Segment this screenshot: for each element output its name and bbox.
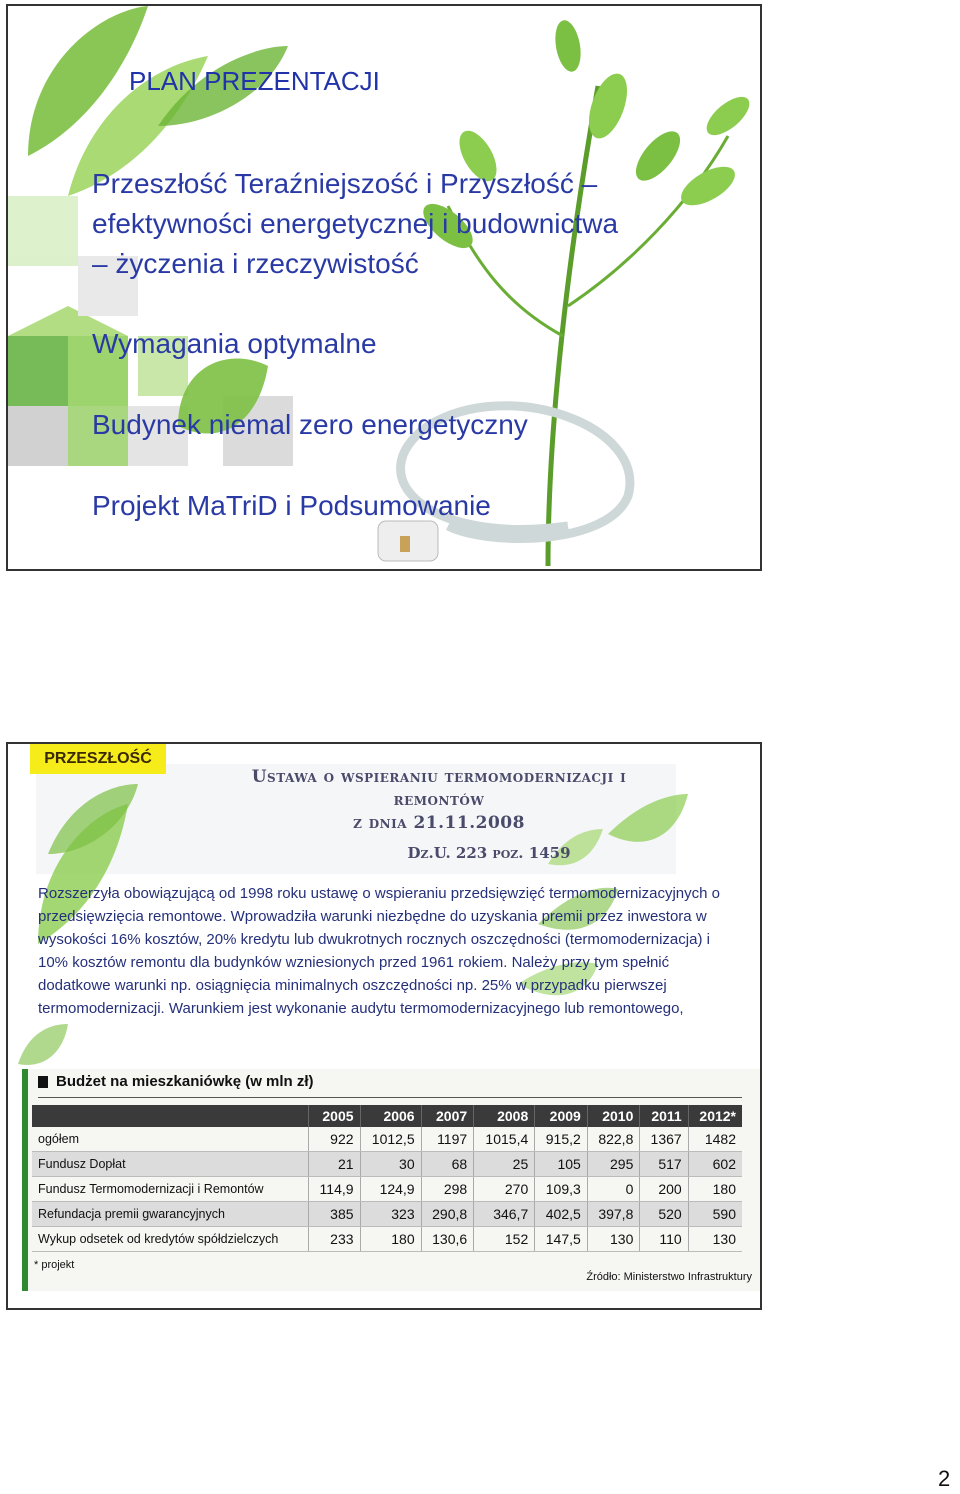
agenda-item-1 [92,164,732,284]
header-cell: 2005 [309,1105,360,1127]
table-cell: 517 [640,1152,688,1177]
slide-title: PLAN PREZENTACJI [129,66,380,96]
agenda-item-1-line1: Przeszłość Teraźniejszość i Przyszłość – [92,168,598,199]
table-cell: 30 [360,1152,421,1177]
table-cell: 68 [421,1152,474,1177]
table-cell: 402,5 [535,1202,588,1227]
table-cell: 105 [535,1152,588,1177]
table-cell: 0 [587,1177,640,1202]
header-cell: 2009 [535,1105,588,1127]
table-row [32,1202,742,1227]
table-cell: 147,5 [535,1227,588,1252]
title-square-icon [38,1076,48,1088]
table-cell: 385 [309,1202,360,1227]
agenda-item-4: Projekt MaTriD i Podsumowanie [92,490,491,521]
table-cell: 25 [474,1152,535,1177]
table-row [32,1177,742,1202]
table-cell: 200 [640,1177,688,1202]
table-cell: 290,8 [421,1202,474,1227]
act-heading-line3: z dnia 21.11.2008 [353,813,525,833]
table-cell: 110 [640,1227,688,1252]
budget-table [32,1105,742,1252]
act-description-part1: Rozszerzyła obowiązującą od 1998 roku ustawę o wspieraniu przedsięwzięć termomodernizacyjnych o przedsięwzięcia remontowe. [38,885,721,925]
header-cell: 2010 [587,1105,640,1127]
header-cell: 2011 [640,1105,688,1127]
table-cell: 520 [640,1202,688,1227]
header-cell: 2007 [421,1105,474,1127]
row-label: Fundusz Dopłat [32,1152,309,1177]
table-cell: 922 [309,1127,360,1152]
slide-plan [6,4,762,571]
table-row [32,1152,742,1177]
budget-table-title [38,1073,314,1090]
act-description [38,882,738,1020]
table-source: Źródło: Ministerstwo Infrastruktury [586,1271,752,1283]
table-cell: 233 [309,1227,360,1252]
page-number: 2 [938,1466,951,1491]
agenda-item-1-line3: – życzenia i rzeczywistość [92,248,419,279]
table-cell: 298 [421,1177,474,1202]
header-cell: 2006 [360,1105,421,1127]
budget-table-image [22,1069,762,1291]
agenda-item-2: Wymagania optymalne [92,328,377,359]
table-cell: 1482 [688,1127,742,1152]
table-cell: 1367 [640,1127,688,1152]
table-cell: 346,7 [474,1202,535,1227]
agenda-item-3: Budynek niemal zero energetyczny [92,409,528,440]
table-cell: 180 [688,1177,742,1202]
act-heading-line2: remontów [393,790,485,810]
header-cell [32,1105,309,1127]
table-cell: 180 [360,1227,421,1252]
table-cell: 152 [474,1227,535,1252]
table-cell: 21 [309,1152,360,1177]
table-cell: 397,8 [587,1202,640,1227]
title-rule [38,1097,742,1098]
table-cell: 270 [474,1177,535,1202]
act-heading-line1: Ustawa o wspieraniu termomodernizacji i [251,767,627,787]
act-description-part3: np. 25% w przypadku pierwszej [456,977,667,994]
act-reference: Dz.U. 223 poz. 1459 [407,844,571,862]
act-heading [204,766,674,835]
table-cell: 1197 [421,1127,474,1152]
table-footnote: * projekt [34,1259,75,1271]
table-cell: 602 [688,1152,742,1177]
row-label: Refundacja premii gwarancyjnych [32,1202,309,1227]
table-cell: 915,2 [535,1127,588,1152]
agenda-list [92,164,732,567]
table-cell: 109,3 [535,1177,588,1202]
row-label: Fundusz Termomodernizacji i Remontów [32,1177,309,1202]
table-cell: 1015,4 [474,1127,535,1152]
act-description-part4: termomodernizacji. Warunkiem jest wykonanie audytu termomodernizacyjnego lub remontowego, [38,1000,684,1017]
table-cell: 822,8 [587,1127,640,1152]
table-cell: 114,9 [309,1177,360,1202]
table-cell: 323 [360,1202,421,1227]
budget-table-title-text: Budżet na mieszkaniówkę (w mln zł) [56,1073,314,1090]
table-cell: 590 [688,1202,742,1227]
table-cell: 295 [587,1152,640,1177]
row-label: ogółem [32,1127,309,1152]
slide-przeszlosc [6,742,762,1310]
table-cell: 130 [587,1227,640,1252]
table-header-row [32,1105,742,1127]
header-cell: 2008 [474,1105,535,1127]
act-description-part2: Wprowadziła warunki niezbędne do uzyskania premii przez inwestora w wysokości 16% kosztów, 20% kredytu lub dwukrotnych rocznych oszczędności (termomodernizacja) i 10% kosztów remontu dla budynków wzniesionych przed 1961 rokiem. Należy przy tym spełnić dodatkowe warunki np. osiągnięcia minimalnych oszczędności [38,908,710,994]
table-cell: 130,6 [421,1227,474,1252]
table-cell: 124,9 [360,1177,421,1202]
section-badge: PRZESZŁOŚĆ [30,744,166,774]
header-cell: 2012* [688,1105,742,1127]
table-cell: 1012,5 [360,1127,421,1152]
table-row [32,1127,742,1152]
agenda-item-1-line2: efektywności energetycznej i budownictwa [92,208,619,239]
table-row [32,1227,742,1252]
table-cell: 130 [688,1227,742,1252]
row-label: Wykup odsetek od kredytów spółdzielczych [32,1227,309,1252]
